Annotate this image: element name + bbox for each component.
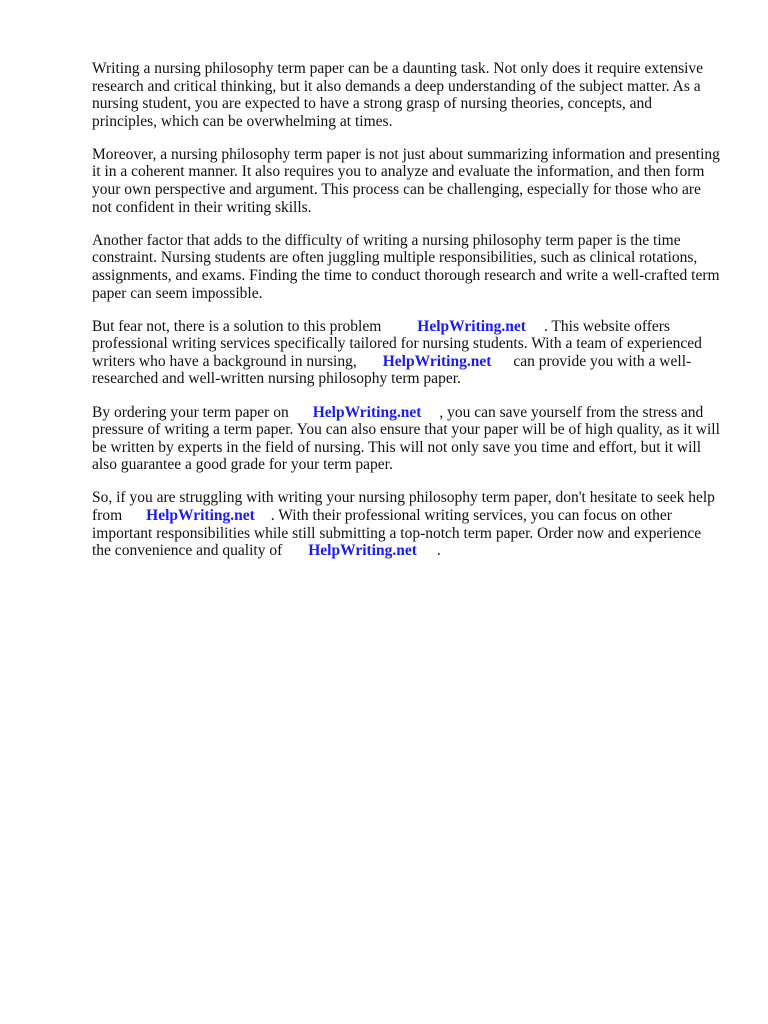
text-line: paper can seem impossible. [92, 284, 263, 302]
text-line: constraint. Nursing students are often juggling multiple responsibilities, such as clinical rotations, [92, 249, 698, 267]
text-segment: By ordering your term paper on [92, 403, 289, 421]
text-line [92, 353, 732, 371]
helpwriting-link[interactable]: HelpWriting.net [312, 403, 422, 421]
text-segment: writers who have a background in nursing, [92, 352, 357, 370]
text-segment: . [436, 542, 441, 560]
text-line: assignments, and exams. Finding the time to conduct thorough research and write a well-crafted term [92, 266, 720, 284]
paragraph-ordering [92, 404, 732, 474]
text-segment: . This website offers [543, 317, 670, 335]
text-line [92, 507, 732, 525]
text-line: not confident in their writing skills. [92, 198, 312, 216]
text-line: Writing a nursing philosophy term paper can be a daunting task. Not only does it require extensive [92, 60, 704, 77]
text-line: So, if you are struggling with writing your nursing philosophy term paper, don't hesitate to seek help [92, 489, 715, 507]
helpwriting-link[interactable]: HelpWriting.net [382, 352, 492, 370]
text-line: Another factor that adds to the difficulty of writing a nursing philosophy term paper is the time [92, 231, 681, 249]
paragraph-time-constraint [92, 232, 732, 302]
text-segment: from [92, 506, 123, 524]
text-line: your own perspective and argument. This process can be challenging, especially for those who are [92, 181, 701, 199]
text-line: Moreover, a nursing philosophy term paper is not just about summarizing information and presenting [92, 145, 720, 163]
text-segment: the convenience and quality of [92, 542, 283, 560]
text-line [92, 318, 732, 336]
text-line: nursing student, you are expected to have a strong grasp of nursing theories, concepts, and [92, 95, 652, 113]
text-line [92, 542, 732, 560]
helpwriting-link[interactable]: HelpWriting.net [308, 542, 417, 560]
text-line: it in a coherent manner. It also requires you to analyze and evaluate the information, and then form [92, 163, 705, 181]
paragraph-solution [92, 318, 732, 388]
helpwriting-link[interactable]: HelpWriting.net [417, 317, 526, 335]
text-segment: can provide you with a well- [513, 352, 692, 370]
text-line: researched and well-written nursing philosophy term paper. [92, 370, 461, 388]
paragraph-moreover [92, 146, 732, 216]
helpwriting-link[interactable]: HelpWriting.net [146, 506, 255, 524]
text-line: principles, which can be overwhelming at times. [92, 112, 393, 130]
text-line: research and critical thinking, but it also demands a deep understanding of the subject matter. As a [92, 77, 701, 95]
paragraph-conclusion [92, 489, 732, 559]
text-line: professional writing services specifically tailored for nursing students. With a team of experienced [92, 335, 702, 353]
text-line: important responsibilities while still submitting a top-notch term paper. Order now and experience [92, 524, 702, 542]
paragraph-intro [92, 60, 732, 130]
text-segment: , you can save yourself from the stress and [439, 403, 704, 421]
text-segment: But fear not, there is a solution to this problem [92, 317, 382, 335]
text-line [92, 404, 732, 422]
text-line: pressure of writing a term paper. You can also ensure that your paper will be of high quality, as it will [92, 421, 720, 439]
text-line: be written by experts in the field of nursing. This will not only save you time and effort, but it will [92, 438, 701, 456]
document-page [92, 60, 732, 575]
text-segment: . With their professional writing services, you can focus on other [270, 506, 672, 524]
text-line: also guarantee a good grade for your term paper. [92, 456, 393, 474]
